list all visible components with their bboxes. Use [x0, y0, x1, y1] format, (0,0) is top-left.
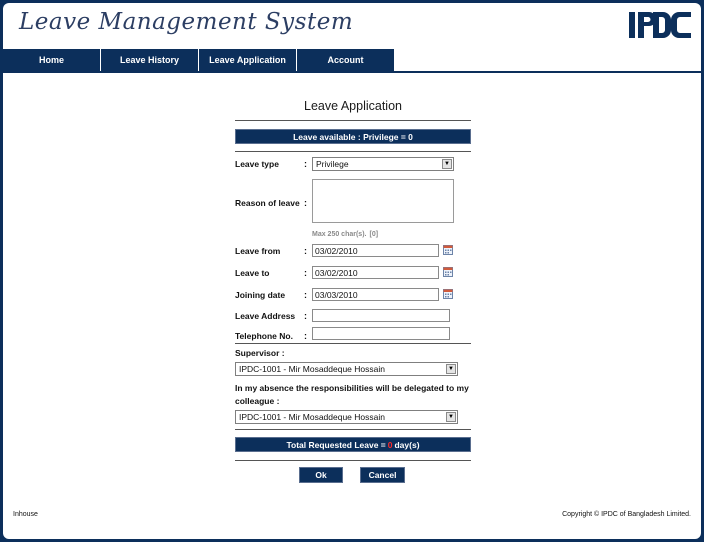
header [3, 3, 701, 49]
nav-home[interactable]: Home [3, 49, 100, 71]
reason-char-hint [312, 231, 378, 238]
leave-available-value: Privilege = 0 [363, 131, 413, 142]
total-count: 0 [387, 439, 393, 450]
reason-textarea[interactable] [312, 179, 454, 223]
ok-button[interactable]: Ok [299, 467, 343, 483]
delegate-value: IPDC-1001 - Mir Mosaddeque Hossain [239, 412, 385, 422]
leave-available-sep: : [357, 131, 361, 142]
footer-inhouse: Inhouse [13, 511, 38, 518]
leave-address-input[interactable] [312, 309, 450, 322]
dropdown-arrow-icon[interactable]: ▼ [446, 412, 456, 422]
divider [235, 343, 471, 344]
calendar-icon[interactable] [443, 289, 453, 299]
colon: : [304, 159, 307, 169]
nav-leave-history[interactable]: Leave History [101, 49, 198, 71]
ipdc-logo [629, 10, 691, 40]
delegate-label: In my absence the responsibilities will be delegated to my colleague : [235, 383, 469, 406]
leave-type-select[interactable] [312, 157, 454, 171]
delegate-select[interactable] [235, 410, 458, 424]
calendar-icon[interactable] [443, 267, 453, 277]
divider [235, 429, 471, 430]
reason-max-hint: Max 250 char(s). [312, 231, 367, 238]
leave-type-value: Privilege [316, 159, 349, 169]
telephone-input[interactable] [312, 327, 450, 340]
dropdown-arrow-icon[interactable]: ▼ [442, 159, 452, 169]
leave-to-input[interactable]: 03/02/2010 [312, 266, 439, 279]
app-window [3, 3, 701, 539]
leave-to-label: Leave to [235, 268, 270, 278]
supervisor-label: Supervisor : [235, 348, 285, 358]
total-suffix: day(s) [394, 439, 420, 450]
total-requested-banner [235, 437, 471, 452]
supervisor-value: IPDC-1001 - Mir Mosaddeque Hossain [239, 364, 385, 374]
colon: : [304, 268, 307, 278]
telephone-label: Telephone No. [235, 331, 293, 341]
dropdown-arrow-icon[interactable]: ▼ [446, 364, 456, 374]
cancel-button[interactable]: Cancel [360, 467, 405, 483]
leave-from-label: Leave from [235, 246, 281, 256]
colon: : [304, 311, 307, 321]
joining-date-label: Joining date [235, 290, 286, 300]
supervisor-select[interactable] [235, 362, 458, 376]
divider [235, 120, 471, 121]
divider [235, 460, 471, 461]
reason-char-count: [0] [369, 231, 379, 238]
nav-account[interactable]: Account [297, 49, 394, 71]
colon: : [304, 198, 307, 208]
leave-available-banner [235, 129, 471, 144]
leave-type-label: Leave type [235, 159, 279, 169]
leave-address-label: Leave Address [235, 311, 296, 321]
nav-leave-application[interactable]: Leave Application [199, 49, 296, 71]
logo-icon [629, 10, 691, 40]
main-nav [3, 49, 701, 73]
joining-date-input[interactable]: 03/03/2010 [312, 288, 439, 301]
divider [235, 151, 471, 152]
footer-copyright: Copyright © IPDC of Bangladesh Limited. [562, 511, 691, 518]
leave-from-input[interactable]: 03/02/2010 [312, 244, 439, 257]
colon: : [304, 290, 307, 300]
reason-label: Reason of leave [235, 198, 300, 208]
leave-available-label: Leave available [293, 131, 356, 142]
calendar-icon[interactable] [443, 245, 453, 255]
total-prefix: Total Requested Leave = [286, 439, 386, 450]
page-title: Leave Application [304, 99, 402, 113]
colon: : [304, 331, 307, 341]
colon: : [304, 246, 307, 256]
app-title: Leave Management System [19, 9, 354, 35]
